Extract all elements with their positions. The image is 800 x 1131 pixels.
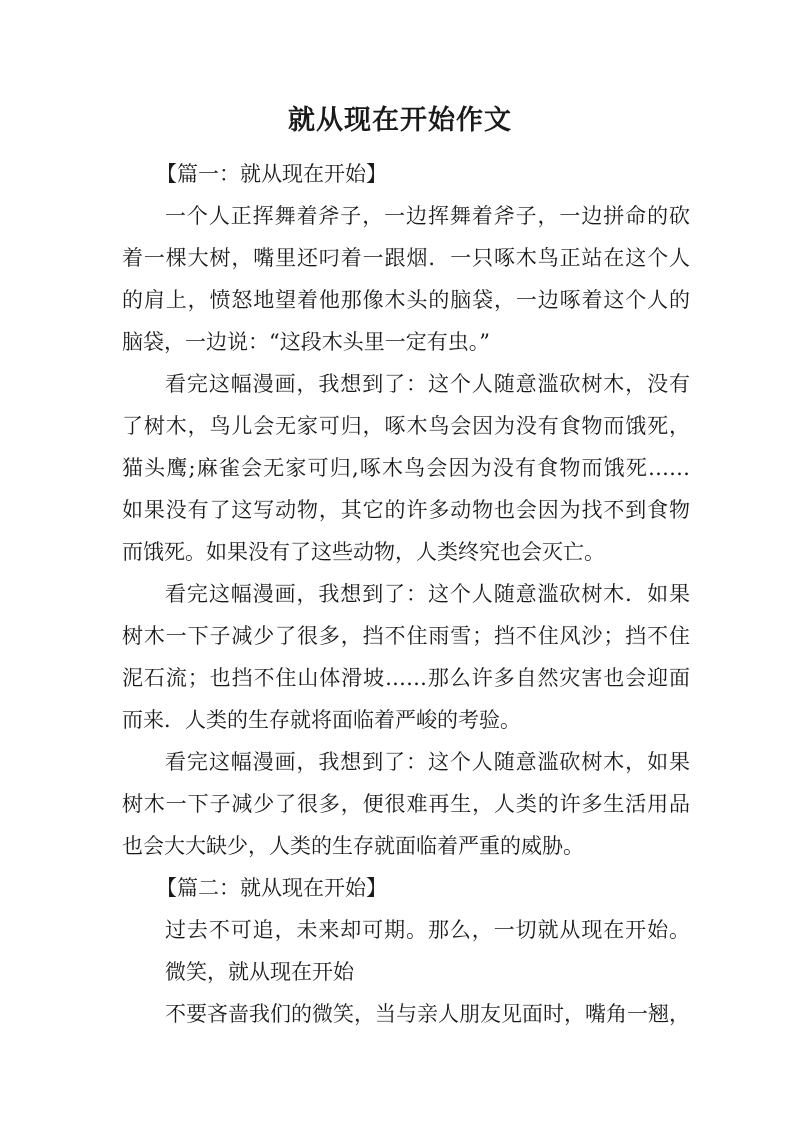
text-line: 看完这幅漫画，我想到了：这个人随意滥砍树木，如果 (165, 750, 690, 774)
text-line: 一个人正挥舞着斧子，一边挥舞着斧子，一边拼命的砍 (165, 204, 690, 228)
text-line: 看完这幅漫画，我想到了：这个人随意滥砍树木，没有 (165, 372, 690, 396)
text-line: 泥石流；也挡不住山体滑坡……那么许多自然灾害也会迎面 (122, 666, 690, 690)
section-heading: 【篇二：就从现在开始】 (156, 876, 387, 900)
text-line: 微笑，就从现在开始 (165, 960, 354, 984)
section-heading: 【篇一：就从现在开始】 (156, 162, 387, 186)
text-line: 猫头鹰;麻雀会无家可归,啄木鸟会因为没有食物而饿死…… (122, 456, 690, 480)
text-line: 着一棵大树，嘴里还叼着一跟烟．一只啄木鸟正站在这个人 (122, 246, 690, 270)
text-line: 如果没有了这写动物，其它的许多动物也会因为找不到食物 (122, 498, 690, 522)
text-line: 树木一下子减少了很多，便很难再生，人类的许多生活用品 (122, 792, 690, 816)
text-line: 脑袋，一边说：“这段木头里一定有虫。” (122, 330, 490, 354)
text-line: 不要吝啬我们的微笑，当与亲人朋友见面时，嘴角一翘， (165, 1002, 690, 1026)
text-line: 树木一下子减少了很多，挡不住雨雪；挡不住风沙；挡不住 (122, 624, 690, 648)
text-line: 而饿死。如果没有了这些动物，人类终究也会灭亡。 (122, 540, 605, 564)
document-body (122, 158, 690, 1040)
text-line: 的肩上，愤怒地望着他那像木头的脑袋，一边啄着这个人的 (122, 288, 690, 312)
text-line: 过去不可追，未来却可期。那么，一切就从现在开始。 (165, 918, 690, 942)
text-line: 了树木，鸟儿会无家可归，啄木鸟会因为没有食物而饿死， (122, 414, 690, 438)
text-line: 也会大大缺少，人类的生存就面临着严重的威胁。 (122, 834, 584, 858)
text-line: 而来．人类的生存就将面临着严峻的考验。 (122, 708, 521, 732)
document-title: 就从现在开始作文 (288, 105, 512, 136)
text-line: 看完这幅漫画，我想到了：这个人随意滥砍树木．如果 (165, 582, 690, 606)
